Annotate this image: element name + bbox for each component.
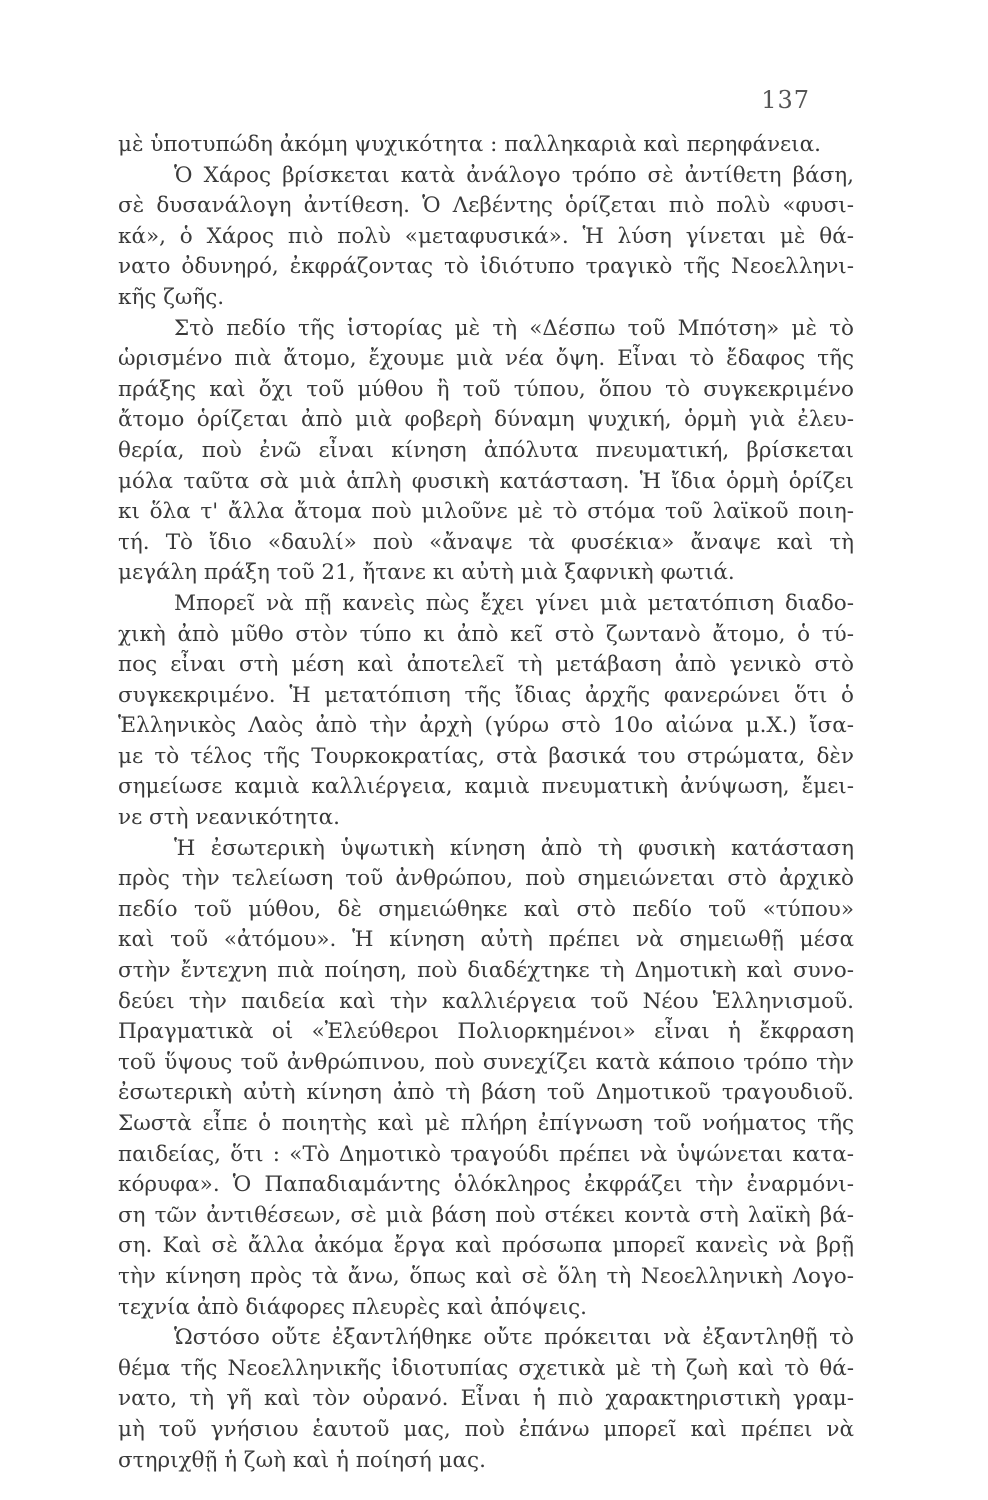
text-line: πος εἶναι στὴ μέση καὶ ἀποτελεῖ τὴ μετάβαση ἀπὸ γενικὸ στὸ [118,652,854,678]
text-line: μὲ ὑποτυπώδη ἀκόμη ψυχικότητα : παλληκαριὰ καὶ περηφάνεια. [118,132,821,157]
text-line: νατο ὀδυνηρό, ἐκφράζοντας τὸ ἰδιότυπο τραγικὸ τῆς Νεοελληνι- [118,254,854,280]
text-line: πεδίο τοῦ μύθου, δὲ σημειώθηκε καὶ στὸ πεδίο τοῦ «τύπου» [118,896,854,922]
text-line: ἐσωτερικὴ αὐτὴ κίνηση ἀπὸ τὴ βάση τοῦ Δημοτικοῦ τραγουδιοῦ. [118,1080,854,1106]
text-line: πράξης καὶ ὄχι τοῦ μύθου ἢ τοῦ τύπου, ὅπου τὸ συγκεκριμένο [118,376,854,402]
text-line: Ὁ Χάρος βρίσκεται κατὰ ἀνάλογο τρόπο σὲ ἀντίθετη βάση, [174,162,854,188]
text-line: θέμα τῆς Νεοελληνικῆς ἰδιοτυπίας σχετικὰ μὲ τὴ ζωὴ καὶ τὸ θά- [118,1355,854,1381]
text-line: Σωστὰ εἶπε ὁ ποιητὴς καὶ μὲ πλήρη ἐπίγνωση τοῦ νοήματος τῆς [118,1111,854,1136]
text-line: ἄτομο ὁρίζεται ἀπὸ μιὰ φοβερὴ δύναμη ψυχική, ὁρμὴ γιὰ ἐλευ- [118,407,854,433]
text-line: νατο, τὴ γῆ καὶ τὸν οὐρανό. Εἶναι ἡ πιὸ χαρακτηριστικὴ γραμ- [118,1386,854,1412]
text-line: δεύει τὴν παιδεία καὶ τὴν καλλιέργεια τοῦ Νέου Ἑλληνισμοῦ. [118,988,854,1014]
text-line: τὴν κίνηση πρὸς τὰ ἄνω, ὅπως καὶ σὲ ὅλη τὴ Νεοελληνικὴ Λογο- [118,1263,854,1289]
page-number: 137 [761,86,810,114]
text-line: πρὸς τὴν τελείωση τοῦ ἀνθρώπου, ποὺ σημειώνεται στὸ ἀρχικὸ [118,866,854,892]
text-line: ση. Καὶ σὲ ἄλλα ἀκόμα ἔργα καὶ πρόσωπα μπορεῖ κανεὶς νὰ βρῇ [118,1233,854,1259]
body-text [118,130,854,1476]
text-line: ὡρισμένο πιὰ ἄτομο, ἔχουμε μιὰ νέα ὄψη. Εἶναι τὸ ἔδαφος τῆς [118,346,854,372]
text-line: νε στὴ νεανικότητα. [118,805,340,831]
text-line: Ἡ ἐσωτερικὴ ὑψωτικὴ κίνηση ἀπὸ τὴ φυσικὴ κατάσταση [174,835,854,861]
text-line: τεχνία ἀπὸ διάφορες πλευρὲς καὶ ἀπόψεις. [118,1294,588,1320]
text-line: παιδείας, ὅτι : «Τὸ Δημοτικὸ τραγούδι πρέπει νὰ ὑψώνεται κατα- [118,1141,854,1167]
text-line: Στὸ πεδίο τῆς ἱστορίας μὲ τὴ «Δέσπω τοῦ Μπότση» μὲ τὸ [174,315,854,341]
text-line: Πραγματικὰ οἱ «Ἐλεύθεροι Πολιορκημένοι» εἶναι ἡ ἔκφραση [118,1019,854,1045]
text-line: θερία, ποὺ ἐνῶ εἶναι κίνηση ἀπόλυτα πνευματική, βρίσκεται [118,437,854,463]
text-line: σημείωσε καμιὰ καλλιέργεια, καμιὰ πνευματικὴ ἀνύψωση, ἔμει- [118,774,854,800]
text-line: κόρυφα». Ὁ Παπαδιαμάντης ὁλόκληρος ἐκφράζει τὴν ἐναρμόνι- [118,1172,854,1198]
text-line: συγκεκριμένο. Ἡ μετατόπιση τῆς ἴδιας ἀρχῆς φανερώνει ὅτι ὁ [118,682,854,708]
text-line: κά», ὁ Χάρος πιὸ πολὺ «μεταφυσικά». Ἡ λύση γίνεται μὲ θά- [118,223,854,249]
text-line: με τὸ τέλος τῆς Τουρκοκρατίας, στὰ βασικά του στρώματα, δὲν [118,743,854,769]
text-line: τή. Τὸ ἴδιο «δαυλί» ποὺ «ἄναψε τὰ φυσέκια» ἄναψε καὶ τὴ [118,529,854,555]
text-line: κῆς ζωῆς. [118,284,225,310]
text-line: Ἑλληνικὸς Λαὸς ἀπὸ τὴν ἀρχὴ (γύρω στὸ 10ο αἰώνα μ.Χ.) ἴσα- [118,713,854,739]
text-line: ση τῶν ἀντιθέσεων, σὲ μιὰ βάση ποὺ στέκει κοντὰ στὴ λαϊκὴ βά- [118,1202,854,1228]
text-line: χικὴ ἀπὸ μῦθο στὸν τύπο κι ἀπὸ κεῖ στὸ ζωντανὸ ἄτομο, ὁ τύ- [118,621,854,647]
text-line: σὲ δυσανάλογη ἀντίθεση. Ὁ Λεβέντης ὁρίζεται πιὸ πολὺ «φυσι- [118,193,854,219]
text-line: κι ὅλα τ' ἄλλα ἄτομα ποὺ μιλοῦνε μὲ τὸ στόμα τοῦ λαϊκοῦ ποιη- [118,499,854,525]
text-line: Ὡστόσο οὔτε ἐξαντλήθηκε οὔτε πρόκειται νὰ ἐξαντληθῇ τὸ [174,1325,854,1351]
text-line: Μπορεῖ νὰ πῇ κανεὶς πὼς ἔχει γίνει μιὰ μετατόπιση διαδο- [174,590,854,616]
text-line: μὴ τοῦ γνήσιου ἑαυτοῦ μας, ποὺ ἐπάνω μπορεῖ καὶ πρέπει νὰ [118,1416,854,1442]
text-line: μόλα ταῦτα σὰ μιὰ ἁπλὴ φυσικὴ κατάσταση. Ἡ ἴδια ὁρμὴ ὁρίζει [118,468,854,494]
text-line: τοῦ ὕψους τοῦ ἀνθρώπινου, ποὺ συνεχίζει κατὰ κάποιο τρόπο τὴν [118,1049,854,1075]
text-line: στηριχθῇ ἡ ζωὴ καὶ ἡ ποίησή μας. [118,1447,486,1473]
text-line: στὴν ἔντεχνη πιὰ ποίηση, ποὺ διαδέχτηκε τὴ Δημοτικὴ καὶ συνο- [118,958,854,984]
text-line: μεγάλη πράξη τοῦ 21, ἤτανε κι αὐτὴ μιὰ ξαφνικὴ φωτιά. [118,560,735,586]
text-line: καὶ τοῦ «ἀτόμου». Ἡ κίνηση αὐτὴ πρέπει νὰ σημειωθῇ μέσα [118,927,854,953]
